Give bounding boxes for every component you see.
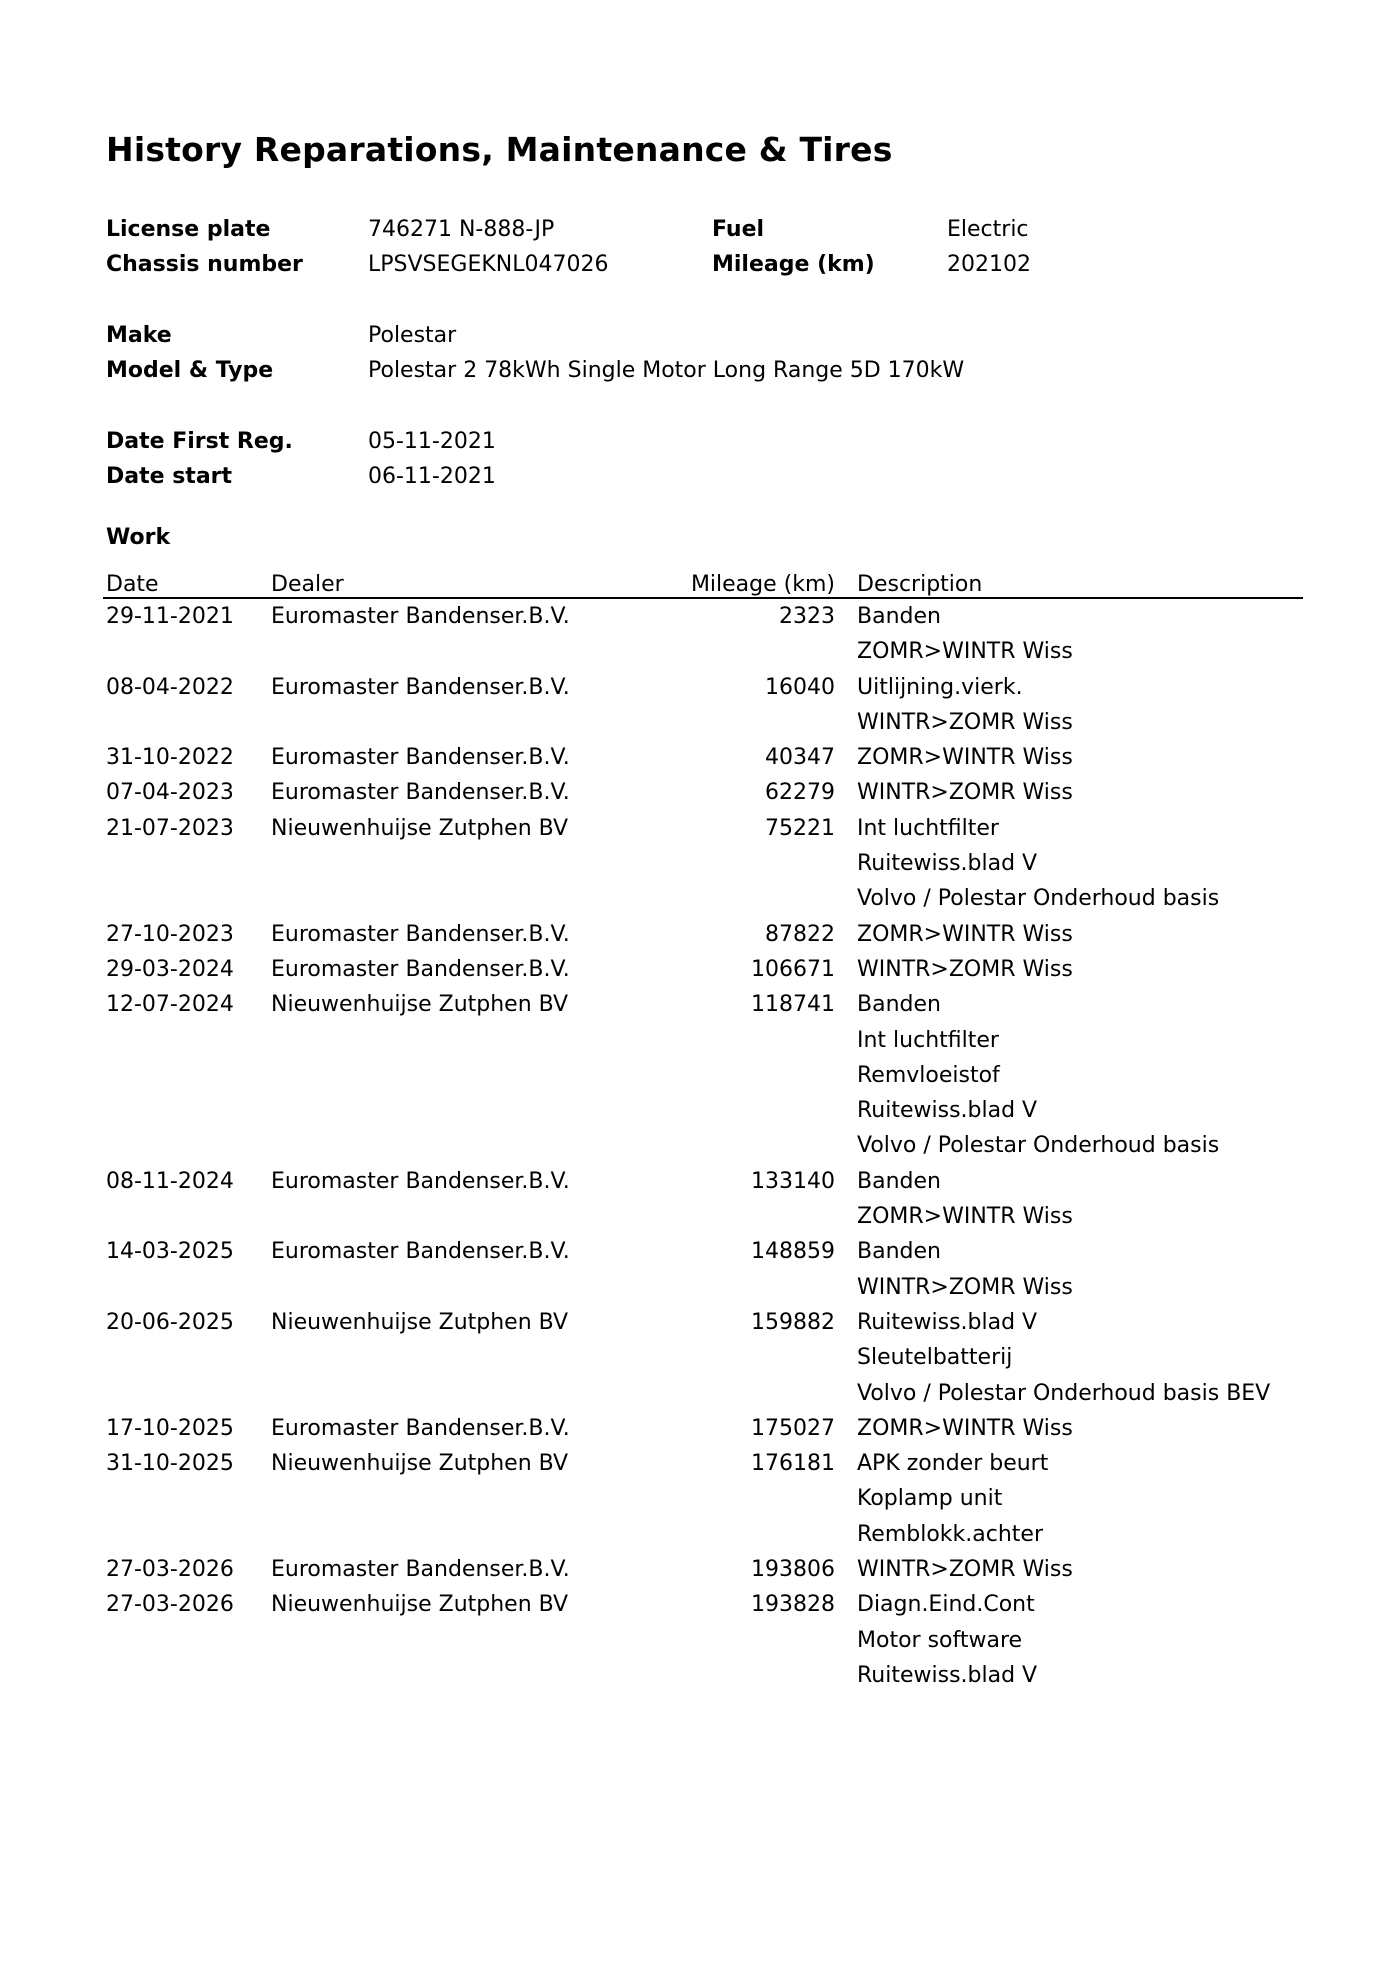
cell-dealer: Euromaster Bandenser.B.V. [271,921,570,947]
cell-date: 27-03-2026 [106,1592,234,1618]
chassis-value: LPSVSEGEKNL047026 [368,252,609,277]
cell-date [103,1128,268,1163]
cell-description: APK zonder beurt [857,1451,1049,1477]
mileage-label: Mileage (km) [712,252,875,277]
cell-description: Remvloeistof [857,1062,1000,1088]
table-row [103,1517,1303,1552]
cell-date: 08-11-2024 [106,1168,234,1194]
cell-dealer [268,1093,654,1128]
cell-mileage: 106671 [751,956,835,982]
first-reg-value: 05-11-2021 [368,429,496,454]
cell-date: 12-07-2024 [106,992,234,1018]
cell-date [103,1623,268,1658]
table-row [103,1199,1303,1234]
table-row [103,1481,1303,1516]
table-row [103,987,1303,1022]
cell-mileage: 193806 [751,1557,835,1583]
cell-mileage [654,1128,854,1163]
table-row [103,598,1303,634]
license-plate-value: 746271 N-888-JP [368,217,555,242]
cell-description: WINTR>ZOMR Wiss [857,956,1073,982]
cell-description: Banden [857,1168,941,1194]
cell-date [103,1058,268,1093]
cell-mileage [654,1270,854,1305]
cell-dealer [268,1058,654,1093]
cell-description: Ruitewiss.blad V [857,1662,1038,1688]
mileage-value: 202102 [947,252,1031,277]
model-label: Model & Type [106,358,274,383]
cell-date: 20-06-2025 [106,1309,234,1335]
cell-mileage: 175027 [751,1415,835,1441]
cell-description: Banden [857,604,941,629]
cell-date [103,1481,268,1516]
cell-dealer: Euromaster Bandenser.B.V. [271,956,570,982]
cell-date [103,1340,268,1375]
cell-dealer [268,1517,654,1552]
cell-description: Diagn.Eind.Cont [857,1592,1035,1618]
cell-description: Motor software [857,1627,1023,1653]
cell-date: 31-10-2022 [106,745,234,771]
cell-dealer [268,846,654,881]
cell-dealer [268,1270,654,1305]
cell-date: 29-03-2024 [106,956,234,982]
cell-mileage: 2323 [779,604,835,629]
cell-dealer: Euromaster Bandenser.B.V. [271,1557,570,1583]
cell-date: 07-04-2023 [106,780,234,806]
first-reg-label: Date First Reg. [106,429,293,454]
cell-mileage [654,1340,854,1375]
fuel-label: Fuel [712,217,765,242]
table-row [103,1234,1303,1269]
cell-description: Koplamp unit [857,1486,1003,1512]
cell-description: ZOMR>WINTR Wiss [857,745,1073,771]
cell-mileage: 148859 [751,1239,835,1265]
cell-dealer: Euromaster Bandenser.B.V. [271,1239,570,1265]
cell-description: Volvo / Polestar Onderhoud basis [857,1133,1220,1159]
cell-mileage [654,1517,854,1552]
cell-date: 29-11-2021 [106,604,234,629]
table-row [103,1128,1303,1163]
cell-mileage [654,1658,854,1693]
table-row [103,1023,1303,1058]
cell-description: ZOMR>WINTR Wiss [857,1204,1073,1230]
cell-date [103,1517,268,1552]
cell-date: 08-04-2022 [106,674,234,700]
cell-description: Int luchtfilter [857,815,999,841]
cell-dealer [268,1199,654,1234]
table-row [103,1270,1303,1305]
cell-mileage: 193828 [751,1592,835,1618]
cell-date [103,1658,268,1693]
cell-mileage: 176181 [751,1451,835,1477]
date-start-value: 06-11-2021 [368,464,496,489]
cell-date: 31-10-2025 [106,1451,234,1477]
make-value: Polestar [368,323,457,348]
column-header-description: Description [854,562,1303,598]
table-row [103,1658,1303,1693]
cell-description: Ruitewiss.blad V [857,1098,1038,1124]
cell-dealer [268,1023,654,1058]
model-value: Polestar 2 78kWh Single Motor Long Range 5D 170kW [368,358,965,383]
cell-dealer: Nieuwenhuijse Zutphen BV [271,992,569,1018]
cell-description: WINTR>ZOMR Wiss [857,709,1073,735]
table-row [103,775,1303,810]
cell-mileage [654,846,854,881]
cell-date: 27-10-2023 [106,921,234,947]
cell-dealer: Nieuwenhuijse Zutphen BV [271,815,569,841]
cell-date [103,1023,268,1058]
cell-description: WINTR>ZOMR Wiss [857,1274,1073,1300]
cell-mileage: 40347 [765,745,835,771]
table-row [103,634,1303,669]
cell-dealer: Nieuwenhuijse Zutphen BV [271,1592,569,1618]
license-plate-label: License plate [106,217,271,242]
cell-mileage [654,1023,854,1058]
cell-dealer: Euromaster Bandenser.B.V. [271,780,570,806]
page-title: History Reparations, Maintenance & Tires [106,130,893,169]
cell-dealer: Nieuwenhuijse Zutphen BV [271,1451,569,1477]
table-row [103,881,1303,916]
make-label: Make [106,323,172,348]
cell-description: Volvo / Polestar Onderhoud basis BEV [857,1380,1271,1406]
cell-mileage: 75221 [765,815,835,841]
column-header-date: Date [103,562,268,598]
work-section-title: Work [106,525,171,550]
table-row [103,1340,1303,1375]
chassis-label: Chassis number [106,252,303,277]
cell-dealer: Euromaster Bandenser.B.V. [271,1168,570,1194]
date-start-label: Date start [106,464,233,489]
cell-dealer: Euromaster Bandenser.B.V. [271,745,570,771]
cell-description: Sleutelbatterij [857,1345,1013,1371]
cell-description: ZOMR>WINTR Wiss [857,921,1073,947]
cell-mileage: 87822 [765,921,835,947]
cell-dealer [268,1128,654,1163]
cell-dealer [268,1376,654,1411]
cell-dealer [268,705,654,740]
column-header-dealer: Dealer [268,562,654,598]
cell-mileage [654,1058,854,1093]
table-row [103,670,1303,705]
table-row [103,1058,1303,1093]
cell-description: Banden [857,1239,941,1265]
cell-dealer: Euromaster Bandenser.B.V. [271,674,570,700]
cell-date: 27-03-2026 [106,1557,234,1583]
cell-mileage [654,1623,854,1658]
cell-dealer [268,1658,654,1693]
cell-dealer [268,881,654,916]
cell-description: Banden [857,992,941,1018]
cell-mileage: 159882 [751,1309,835,1335]
cell-date: 21-07-2023 [106,815,234,841]
cell-mileage: 133140 [751,1168,835,1194]
table-row [103,846,1303,881]
cell-dealer: Nieuwenhuijse Zutphen BV [271,1309,569,1335]
table-row [103,1164,1303,1199]
cell-date [103,1199,268,1234]
table-row [103,1305,1303,1340]
cell-description: Volvo / Polestar Onderhoud basis [857,886,1220,912]
cell-description: Uitlijning.vierk. [857,674,1023,700]
cell-dealer [268,1340,654,1375]
cell-mileage: 62279 [765,780,835,806]
cell-mileage [654,1093,854,1128]
table-row [103,1376,1303,1411]
cell-mileage: 16040 [765,674,835,700]
cell-date [103,1093,268,1128]
cell-date [103,881,268,916]
cell-date [103,705,268,740]
table-row [103,1587,1303,1622]
table-row [103,1623,1303,1658]
cell-date: 17-10-2025 [106,1415,234,1441]
cell-mileage [654,1481,854,1516]
cell-description: Ruitewiss.blad V [857,1309,1038,1335]
cell-dealer [268,1623,654,1658]
cell-dealer [268,634,654,669]
cell-description: Int luchtfilter [857,1027,999,1053]
cell-description: Ruitewiss.blad V [857,851,1038,877]
cell-mileage: 118741 [751,992,835,1018]
table-row [103,740,1303,775]
cell-dealer [268,1481,654,1516]
column-header-mileage: Mileage (km) [654,562,854,598]
work-history-body [103,598,1303,1693]
work-history-table [103,562,1303,1693]
cell-mileage [654,881,854,916]
fuel-value: Electric [947,217,1029,242]
cell-description: Remblokk.achter [857,1521,1044,1547]
table-row [103,917,1303,952]
table-header-row [103,562,1303,598]
cell-date [103,1270,268,1305]
cell-dealer: Euromaster Bandenser.B.V. [271,1415,570,1441]
cell-mileage [654,705,854,740]
cell-date [103,846,268,881]
cell-dealer: Euromaster Bandenser.B.V. [271,604,570,629]
cell-mileage [654,1376,854,1411]
cell-mileage [654,634,854,669]
table-row [103,1446,1303,1481]
cell-date [103,1376,268,1411]
cell-description: ZOMR>WINTR Wiss [857,639,1073,665]
cell-date [103,634,268,669]
table-row [103,1411,1303,1446]
table-row [103,1552,1303,1587]
table-row [103,952,1303,987]
cell-description: WINTR>ZOMR Wiss [857,780,1073,806]
table-row [103,705,1303,740]
cell-description: WINTR>ZOMR Wiss [857,1557,1073,1583]
cell-description: ZOMR>WINTR Wiss [857,1415,1073,1441]
table-row [103,1093,1303,1128]
cell-date: 14-03-2025 [106,1239,234,1265]
table-row [103,811,1303,846]
cell-mileage [654,1199,854,1234]
